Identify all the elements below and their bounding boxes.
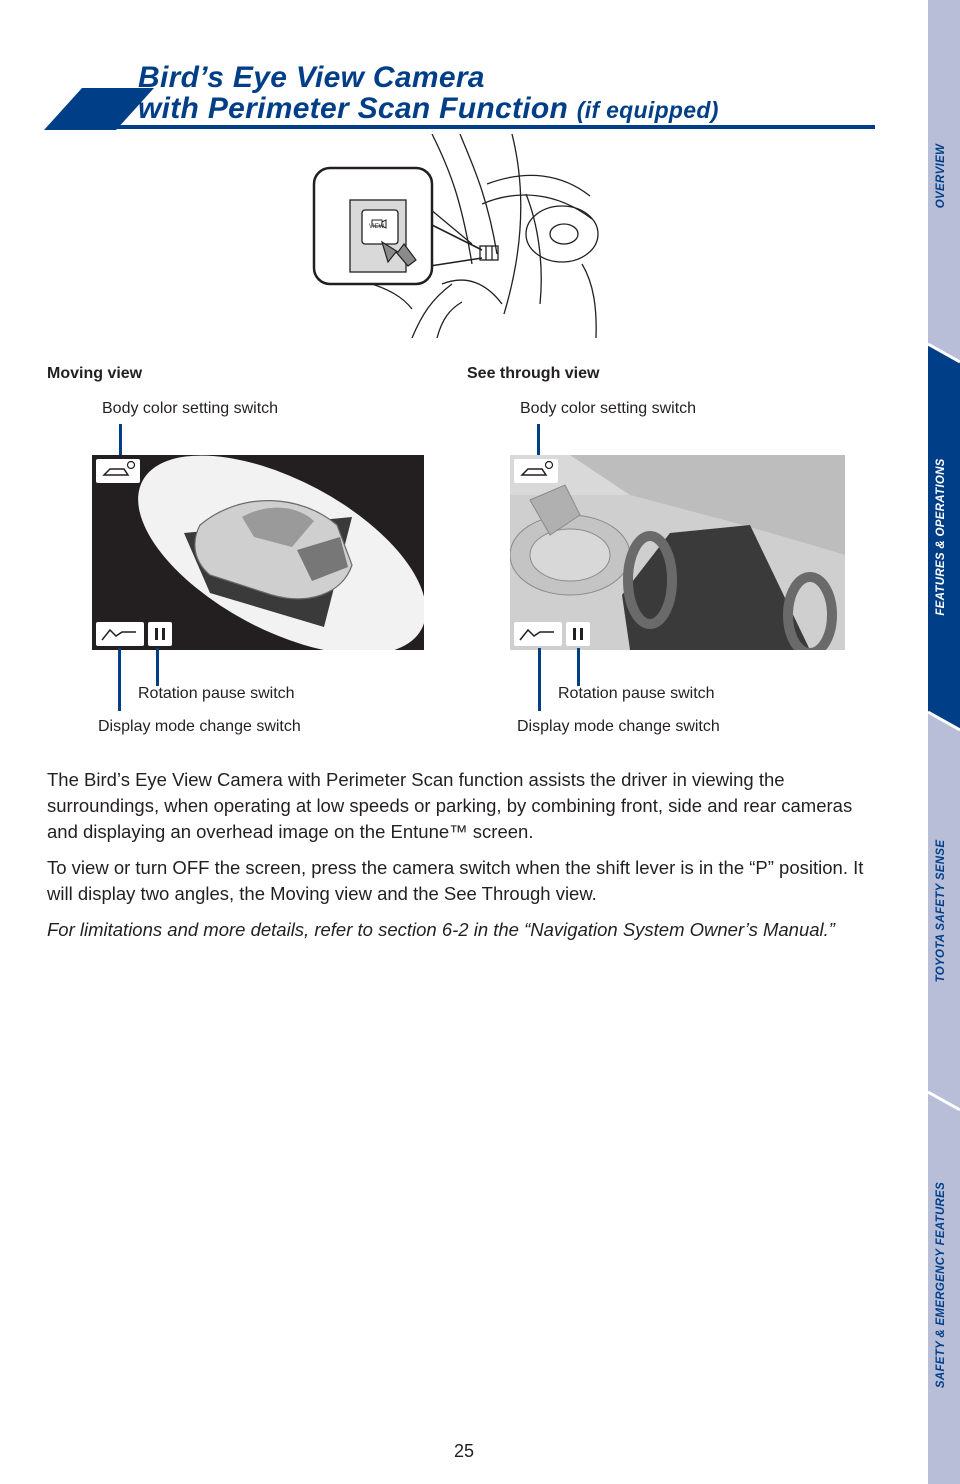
body-note: For limitations and more details, refer to section 6-2 in the “Navigation System Owner’s Manual.” (47, 919, 835, 940)
body-paragraph-2: To view or turn OFF the screen, press the camera switch when the shift lever is in the “P” position. It will display two angles, the Moving view and the See Through view. (47, 857, 864, 904)
moving-body-color-leader (119, 424, 122, 456)
moving-rotation-pause-leader (156, 648, 159, 686)
page-title (138, 62, 719, 126)
see-through-rotation-pause-leader (577, 648, 580, 686)
moving-display-mode-label: Display mode change switch (98, 718, 301, 735)
tab-overview[interactable]: OVERVIEW (935, 143, 947, 209)
title-line-1: Bird’s Eye View Camera (138, 61, 485, 94)
title-suffix: (if equipped) (576, 97, 719, 123)
see-through-body-color-leader (537, 424, 540, 456)
see-through-rotation-pause-label: Rotation pause switch (558, 685, 715, 702)
see-through-display-mode-label: Display mode change switch (517, 718, 720, 735)
see-through-view-screen (510, 455, 845, 650)
title-line-2: with Perimeter Scan Function (138, 92, 569, 125)
dashboard-illustration (312, 134, 604, 338)
page-number: 25 (453, 1441, 475, 1461)
see-through-view-title: See through view (467, 365, 600, 382)
body-paragraph-1: The Bird’s Eye View Camera with Perimeter Scan function assists the driver in viewing the surroundings, when operating at low speeds or parking, by combining front, side and rear cameras and displaying an overhead image on the Entune™ screen. (47, 769, 853, 842)
see-through-body-color-label: Body color setting switch (520, 400, 697, 417)
moving-rotation-pause-label: Rotation pause switch (138, 685, 295, 702)
moving-view-screen (92, 455, 424, 650)
dashboard-drawing (312, 134, 604, 338)
view-button-text: VIEW (369, 224, 385, 230)
section-sidebar (928, 0, 960, 1484)
tab-safety-emergency[interactable]: SAFETY & EMERGENCY FEATURES (935, 1181, 947, 1389)
body-text (47, 767, 867, 953)
moving-body-color-label: Body color setting switch (102, 400, 279, 417)
see-through-view-drawing (510, 455, 845, 650)
moving-view-drawing (92, 455, 424, 650)
tab-toyota-safety-sense[interactable]: TOYOTA SAFETY SENSE (935, 839, 947, 983)
tab-features-operations[interactable]: FEATURES & OPERATIONS (935, 458, 947, 616)
see-through-display-mode-leader (538, 648, 541, 711)
moving-display-mode-leader (118, 648, 121, 711)
moving-view-title: Moving view (47, 365, 143, 382)
